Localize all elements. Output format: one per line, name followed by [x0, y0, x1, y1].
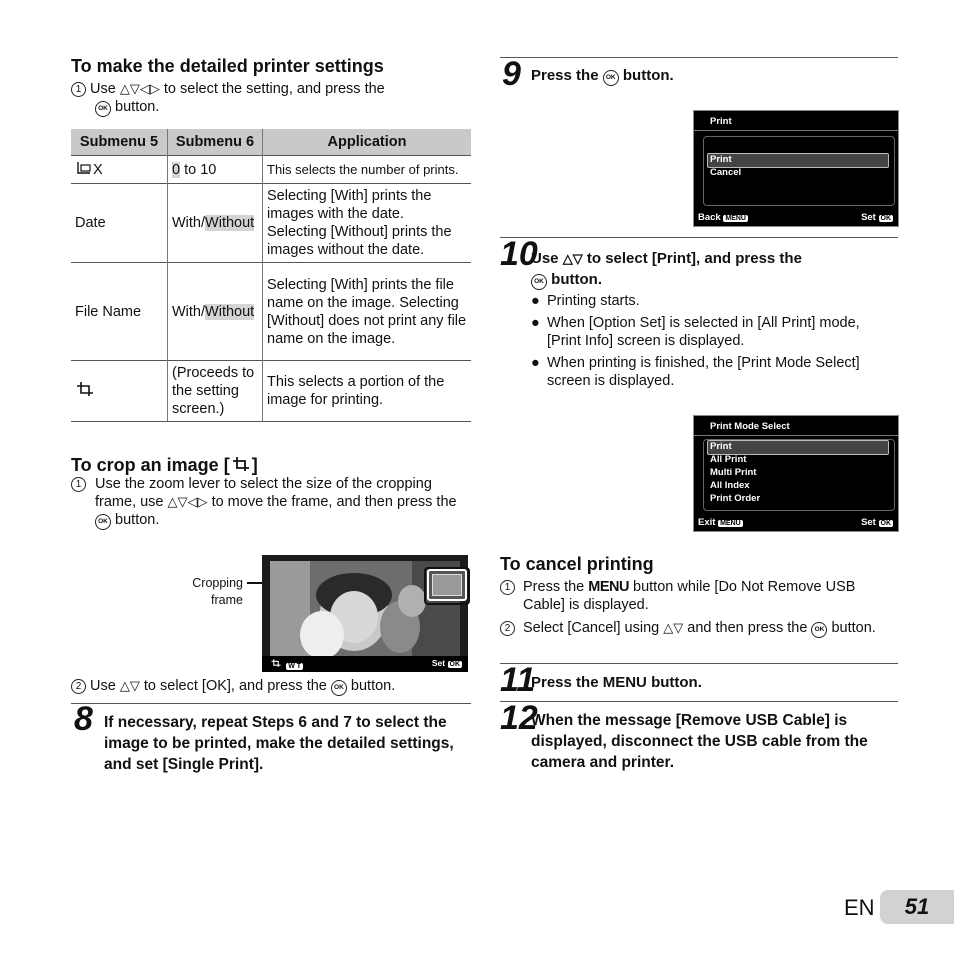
step-number: 1 [71, 477, 86, 492]
table-row: (Proceeds to the setting screen.) This selects a portion of the image for printing. [71, 361, 471, 422]
menu-item-multi-print[interactable]: Multi Print [710, 467, 757, 478]
up-arrow-icon: △ [167, 494, 178, 509]
ok-button-icon: OK [95, 101, 111, 117]
step11-text: Press the MENU button. [531, 674, 702, 691]
ok-button-icon: OK [603, 70, 619, 86]
menu-item-all-index[interactable]: All Index [710, 480, 750, 491]
menu-button-label: MENU [602, 674, 647, 691]
table-row: Date With/Without Selecting [With] prints the images with the date. Selecting [Without] prints the images without the date. [71, 184, 471, 263]
heading-cancel-printing: To cancel printing [500, 554, 654, 574]
divider [500, 57, 898, 58]
menu-item-all-print[interactable]: All Print [710, 454, 747, 465]
table-row: X 0 to 10 This selects the number of prints. [71, 156, 471, 184]
crop-icon [268, 658, 284, 668]
page-number: 51 [880, 890, 954, 924]
set-label: Set OK [861, 212, 891, 223]
menu-button-label: MENU [588, 579, 629, 595]
up-arrow-icon: △ [119, 678, 130, 693]
crop-step1: 1 Use the zoom lever to select the size of the cropping frame, use △▽◁▷ to move the frame, and then press the OK button. [71, 475, 466, 530]
menu-item-print[interactable]: Print [710, 441, 732, 452]
settings-table [71, 129, 471, 422]
heading-crop-image: To crop an image [ ] [71, 455, 258, 475]
down-arrow-icon: ▽ [572, 251, 583, 266]
down-arrow-icon: ▽ [129, 81, 140, 96]
menu-item-print[interactable]: Print [710, 154, 732, 165]
bullet-item: Printing starts. [547, 293, 640, 309]
down-arrow-icon: ▽ [177, 494, 188, 509]
left-arrow-icon: ◁ [187, 494, 198, 509]
step12-text: When the message [Remove USB Cable] is displayed, disconnect the USB cable from the camera and printer. [531, 712, 868, 771]
cancel-step2: 2 Select [Cancel] using △▽ and then press the OK button. [500, 619, 895, 638]
crop-icon [230, 455, 252, 473]
back-label: Back MENU [698, 212, 746, 223]
cancel-step1: 1 Press the MENU button while [Do Not Remove USB Cable] is displayed. [500, 578, 895, 614]
selected-item-highlight [707, 440, 889, 455]
table-header: Application [263, 129, 472, 156]
exit-label: Exit MENU [698, 517, 741, 528]
cropping-frame-highlight [424, 567, 470, 605]
ok-button-icon: OK [95, 514, 111, 530]
step8-text: If necessary, repeat Steps 6 and 7 to select the image to be printed, make the detailed settings, and set [Single Print]. [104, 714, 454, 773]
menu-item-cancel[interactable]: Cancel [710, 167, 742, 178]
menu-item-print-order[interactable]: Print Order [710, 493, 761, 504]
divider [500, 701, 898, 702]
step-number: 2 [71, 679, 86, 694]
up-arrow-icon: △ [663, 620, 674, 635]
right-arrow-icon: ▷ [149, 81, 160, 96]
screen-title: Print Mode Select [710, 421, 790, 432]
language-label: EN [844, 895, 875, 920]
step-number-large: 11 [500, 661, 536, 699]
left-arrow-icon: ◁ [139, 81, 150, 96]
print-mode-select-screen [693, 415, 899, 532]
step1-instruction: 1 Use △▽◁▷ to select the setting, and press the OK button. [71, 80, 461, 117]
table-header: Submenu 6 [168, 129, 263, 156]
crop-icon [75, 380, 95, 398]
table-header: Submenu 5 [71, 129, 168, 156]
step-number: 1 [500, 580, 515, 595]
step-number-large: 9 [502, 55, 521, 93]
divider [500, 663, 898, 664]
step10-text: Use △▽ to select [Print], and press the OK button. [531, 250, 802, 288]
step-number: 2 [500, 621, 515, 636]
down-arrow-icon: ▽ [673, 620, 684, 635]
step-number-large: 8 [74, 700, 93, 738]
divider [500, 237, 898, 238]
step9-text: Press the OK button. [531, 67, 674, 84]
bullet-item: When [Option Set] is selected in [All Print] mode, [Print Info] screen is displayed. [547, 315, 860, 349]
step-number: 1 [71, 82, 86, 97]
divider [71, 703, 471, 704]
bullet-item: When printing is finished, the [Print Mode Select] screen is displayed. [547, 355, 860, 389]
table-row: File Name With/Without Selecting [With] prints the file name on the image. Selecting [Without] does not print any file name on the image. [71, 263, 471, 361]
crop-step2: 2 Use △▽ to select [OK], and press the OK button. [71, 677, 471, 696]
screen-title: Print [710, 116, 732, 127]
cropping-frame-label: Cropping frame [192, 576, 243, 607]
selected-item-highlight [707, 153, 889, 168]
right-arrow-icon: ▷ [197, 494, 208, 509]
ok-button-icon: OK [331, 680, 347, 696]
step-number-large: 12 [500, 699, 538, 737]
print-count-icon [75, 160, 93, 176]
up-arrow-icon: △ [119, 81, 130, 96]
set-label: Set OK [431, 658, 460, 668]
up-arrow-icon: △ [562, 251, 573, 266]
ok-button-icon: OK [811, 622, 827, 638]
set-label: Set OK [861, 517, 891, 528]
ok-button-icon: OK [531, 274, 547, 290]
down-arrow-icon: ▽ [129, 678, 140, 693]
heading-printer-settings: To make the detailed printer settings [71, 56, 384, 76]
step-number-large: 10 [500, 235, 538, 273]
zoom-indicator: W T [268, 658, 303, 670]
print-screen [693, 110, 899, 227]
